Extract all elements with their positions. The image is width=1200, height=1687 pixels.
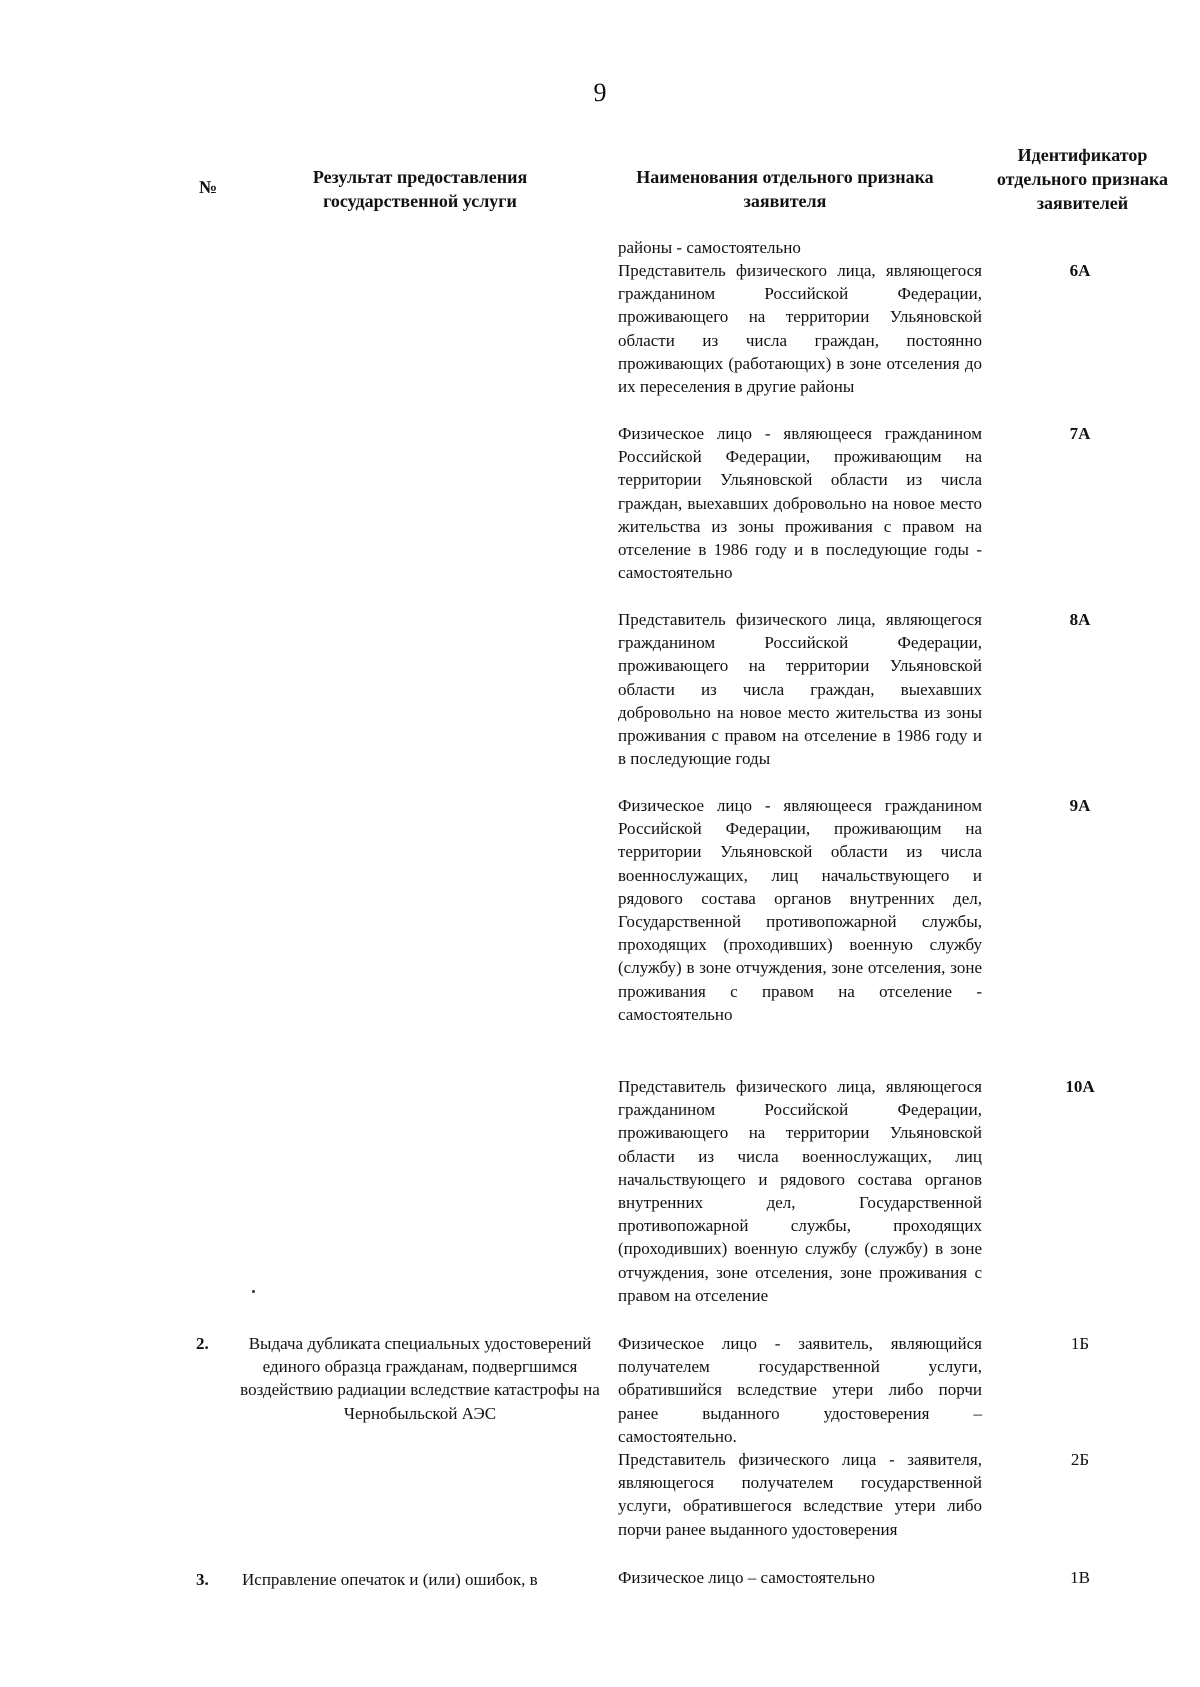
header-result: Результат предоставления государственной услуги [312,167,528,211]
header-identifier: Идентификатор отдельного признака заявителей [996,145,1169,213]
row-2b-text: Представитель физического лица - заявителя, являющегося получателем государственной услуги, обратившегося вследствие утери либо порчи ранее выданного удостоверения [618,1450,982,1539]
continuation-text: районы - самостоятельно [618,238,801,257]
row-6a-text: Представитель физического лица, являющегося гражданином Российской Федерации, проживающего на территории Ульяновской области из числа граждан, постоянно проживающих (работающих) в зоне отселения до их переселения в другие районы [618,261,982,397]
row-10a-text: Представитель физического лица, являющегося гражданином Российской Федерации, проживающего на территории Ульяновской области из числа военнослужащих, лиц начальствующего и рядового состава органов внутренних дел, Государственной противопожарной службы, проходящих (проходивших) военную службу (службу) в зоне отчуждения, зоне отселения, зоне проживания с правом на отселение [618,1077,982,1305]
header-number: № [198,177,218,197]
row-7a-id: 7А [1069,424,1091,443]
row-10a-id: 10А [1065,1077,1095,1096]
row-7a-text: Физическое лицо - являющееся гражданином Российской Федерации, проживающим на территории Ульяновской области из числа граждан, выехавших добровольно на новое место жительства из зоны проживания с правом на отселение в 1986 году и в последующие годы - самостоятельно [618,424,982,583]
row-1b-id: 1Б [1070,1334,1090,1353]
section-2-result: Выдача дубликата специальных удостоверений единого образца гражданам, подвергшимся воздействию радиации вследствие катастрофы на Чернобыльской АЭС [240,1334,600,1423]
section-2-number: 2. [196,1334,209,1353]
scan-speck [252,1290,255,1293]
page-number: 9 [593,78,607,107]
row-9a-text: Физическое лицо - являющееся гражданином Российской Федерации, проживающим на территории Ульяновской области из числа военнослужащих, лиц начальствующего и рядового состава органов внутренних дел, Государственной противопожарной службы, проходящих (проходивших) военную службу (службу) в зоне отчуждения, зоне отселения, зоне проживания с правом на отселение - самостоятельно [618,796,982,1024]
section-3-result: Исправление опечаток и (или) ошибок, в [242,1570,538,1589]
row-1v-id: 1В [1070,1568,1090,1587]
row-2b-id: 2Б [1070,1450,1090,1469]
row-8a-id: 8А [1069,610,1091,629]
row-6a-id: 6А [1069,261,1091,280]
row-9a-id: 9А [1069,796,1091,815]
row-8a-text: Представитель физического лица, являющегося гражданином Российской Федерации, проживающего на территории Ульяновской области из числа граждан, выехавших добровольно на новое место жительства из зоны проживания с правом на отселение в 1986 году и в последующие годы [618,610,982,769]
row-1b-text: Физическое лицо - заявитель, являющийся получателем государственной услуги, обратившийся вследствие утери либо порчи ранее выданного удостоверения – самостоятельно. [618,1334,982,1446]
row-1v-text: Физическое лицо – самостоятельно [618,1568,876,1587]
header-name: Наименования отдельного признака заявителя [636,167,934,211]
section-3-number: 3. [196,1570,209,1589]
